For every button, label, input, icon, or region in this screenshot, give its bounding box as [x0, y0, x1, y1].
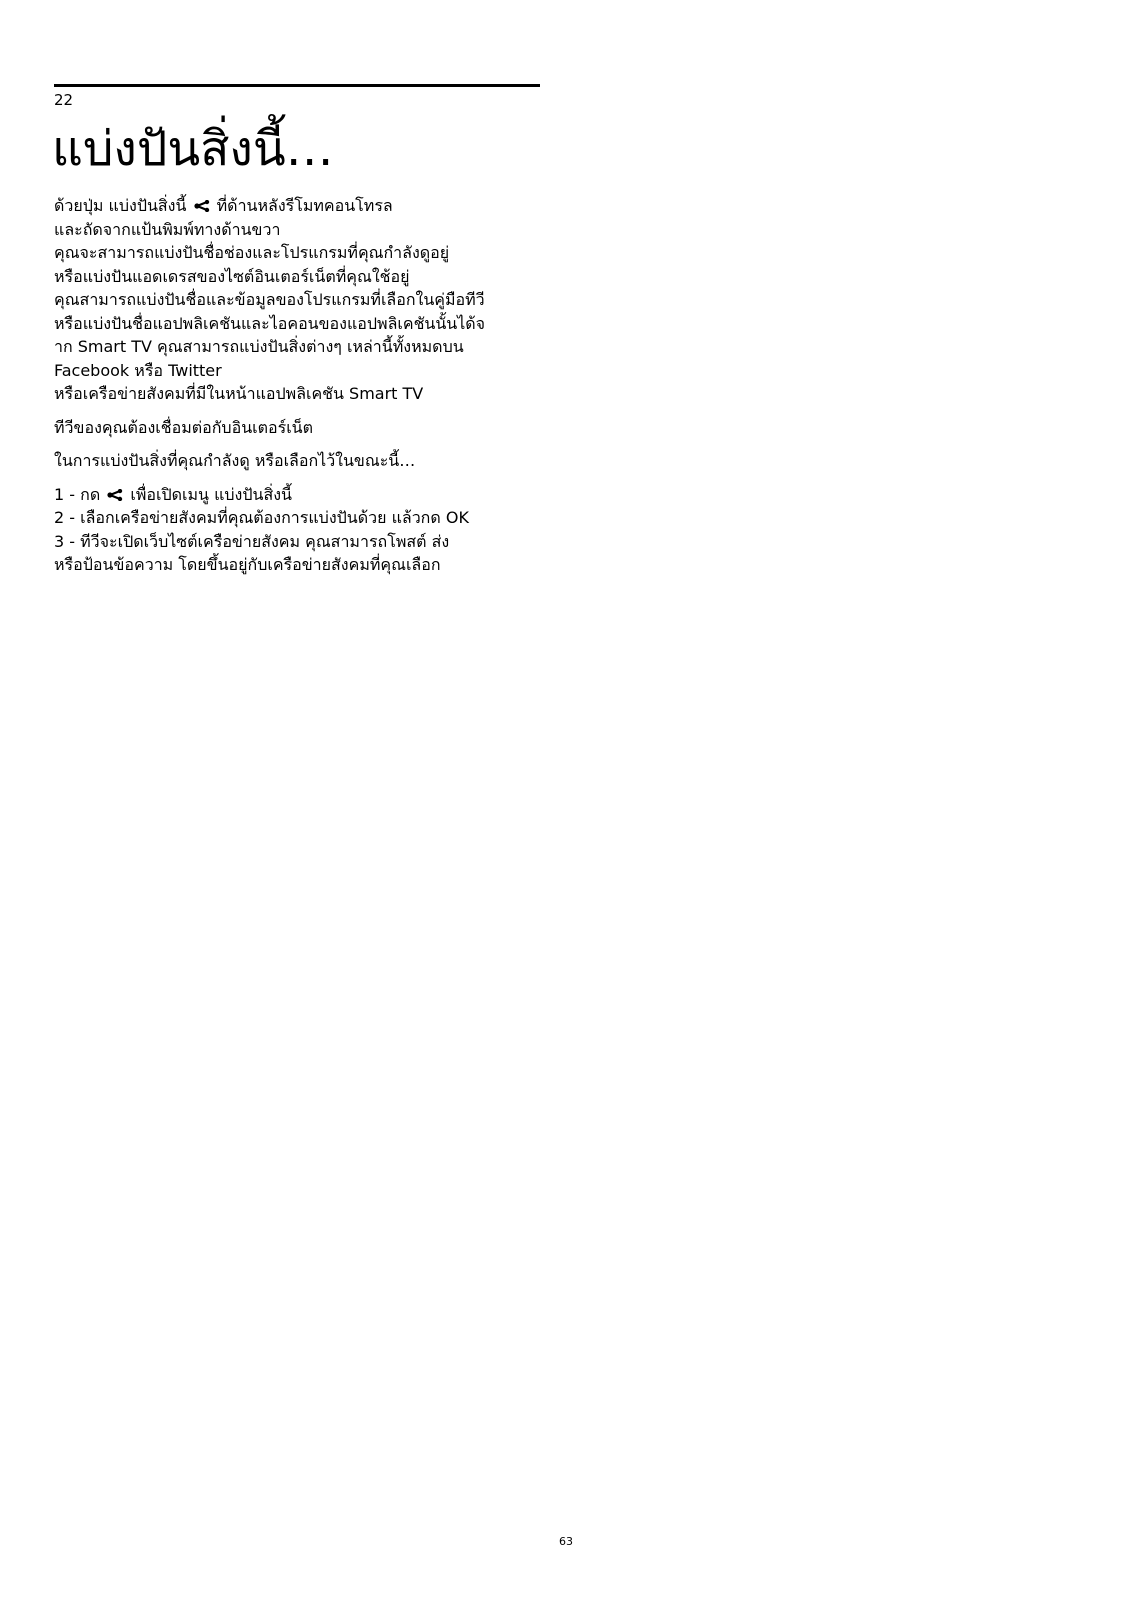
page-number: 63: [559, 1535, 573, 1548]
step-3-line-2: หรือป้อนข้อความ โดยขึ้นอยู่กับเครือข่ายสังคมที่คุณเลือก: [54, 555, 441, 574]
section-rule: [54, 84, 540, 87]
how-to-text: ในการแบ่งปันสิ่งที่คุณกำลังดู หรือเลือกไว้ในขณะนี้…: [54, 451, 416, 470]
how-to-paragraph: [54, 449, 554, 473]
step-1-prefix: 1 - กด: [54, 484, 101, 504]
intro-line-1a: ด้วยปุ่ม แบ่งปันสิ่งนี้: [54, 196, 187, 215]
intro-line-2: และถัดจากแป้นพิมพ์ทางด้านขวา: [54, 219, 281, 239]
requirement-paragraph: [54, 416, 554, 440]
requirement-text: ทีวีของคุณต้องเชื่อมต่อกับอินเตอร์เน็ต: [54, 417, 313, 437]
steps-list: [54, 483, 554, 577]
intro-line-1b: ที่ด้านหลังรีโมทคอนโทรล: [216, 196, 393, 215]
intro-line-9: หรือเครือข่ายสังคมที่มีในหน้าแอปพลิเคชัน Smart TV: [54, 384, 424, 403]
share-icon: [107, 489, 123, 501]
intro-line-3: คุณจะสามารถแบ่งปันชื่อช่องและโปรแกรมที่คุณกำลังดูอยู่: [54, 243, 450, 262]
intro-line-4: หรือแบ่งปันแอดเดรสของไซต์อินเตอร์เน็ตที่คุณใช้อยู่: [54, 266, 410, 286]
intro-line-8: Facebook หรือ Twitter: [54, 360, 222, 380]
page-title: แบ่งปันสิ่งนี้…: [52, 121, 334, 177]
step-1-suffix: เพื่อเปิดเมนู แบ่งปันสิ่งนี้: [130, 484, 292, 504]
intro-line-1: [54, 194, 554, 218]
intro-paragraph: [54, 194, 554, 406]
chapter-number: 22: [54, 91, 74, 109]
step-2: 2 - เลือกเครือข่ายสังคมที่คุณต้องการแบ่งปันด้วย แล้วกด OK: [54, 508, 469, 527]
body-text: [54, 194, 554, 587]
step-1: [54, 483, 554, 507]
step-3-line-1: 3 - ทีวีจะเปิดเว็บไซต์เครือข่ายสังคม คุณสามารถโพสต์ ส่ง: [54, 531, 450, 551]
intro-line-7: าก Smart TV คุณสามารถแบ่งปันสิ่งต่างๆ เหล่านี้ทั้งหมดบน: [54, 337, 464, 356]
intro-line-6: หรือแบ่งปันชื่อแอปพลิเคชันและไอคอนของแอปพลิเคชันนั้นได้จ: [54, 313, 486, 333]
intro-line-5: คุณสามารถแบ่งปันชื่อและข้อมูลของโปรแกรมที่เลือกในคู่มือทีวี: [54, 290, 485, 309]
share-icon: [194, 200, 210, 212]
